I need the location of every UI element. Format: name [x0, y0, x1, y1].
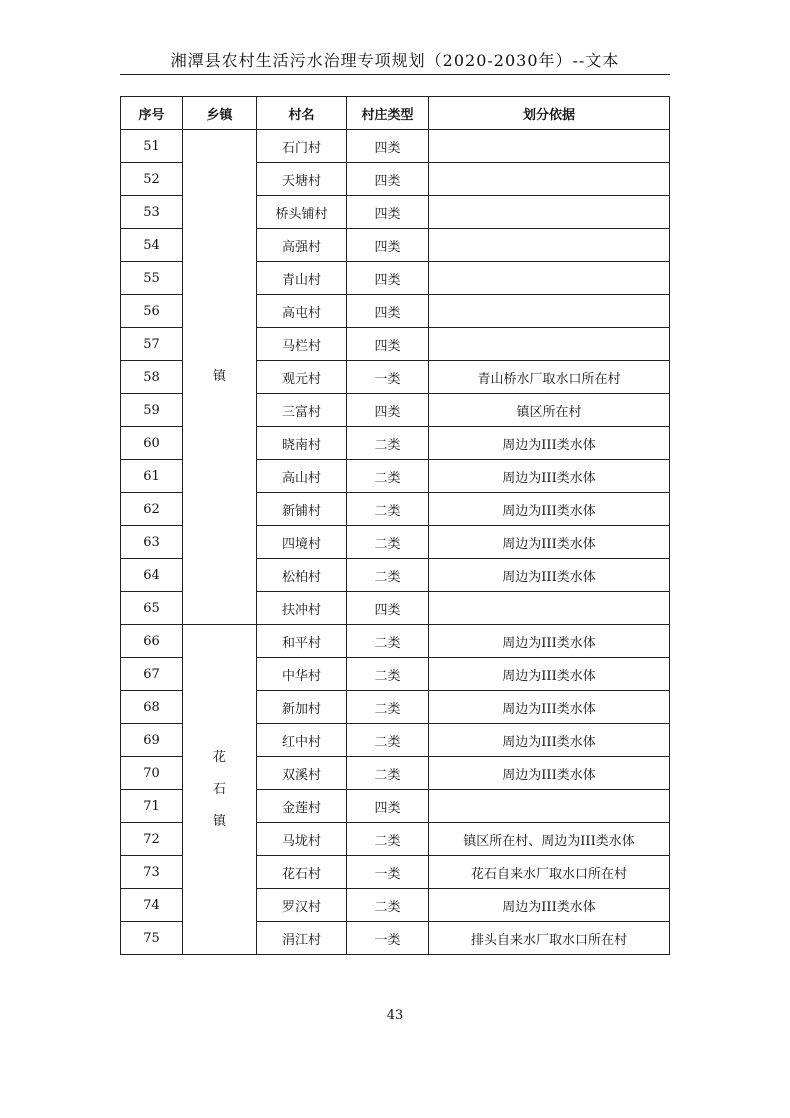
- cell-no: 67: [121, 658, 183, 691]
- cell-no: 56: [121, 295, 183, 328]
- table-header-row: [121, 97, 670, 130]
- cell-no: 75: [121, 922, 183, 955]
- page-number: 43: [386, 1008, 404, 1023]
- cell-village: 红中村: [257, 724, 347, 757]
- cell-basis: 周边为III类水体: [429, 625, 670, 658]
- cell-basis: [429, 592, 670, 625]
- cell-basis: 周边为III类水体: [429, 559, 670, 592]
- column-header-no: 序号: [121, 97, 183, 130]
- cell-basis: 镇区所在村、周边为III类水体: [429, 823, 670, 856]
- cell-type: 二类: [347, 691, 429, 724]
- cell-village: 青山村: [257, 262, 347, 295]
- cell-basis: [429, 130, 670, 163]
- cell-village: 高屯村: [257, 295, 347, 328]
- cell-no: 55: [121, 262, 183, 295]
- table-body: [121, 130, 670, 955]
- cell-type: 四类: [347, 163, 429, 196]
- cell-no: 54: [121, 229, 183, 262]
- cell-no: 53: [121, 196, 183, 229]
- cell-basis: [429, 790, 670, 823]
- cell-basis: [429, 328, 670, 361]
- cell-no: 62: [121, 493, 183, 526]
- column-header-type: 村庄类型: [347, 97, 429, 130]
- cell-type: 二类: [347, 757, 429, 790]
- cell-village: 金莲村: [257, 790, 347, 823]
- table-row: [121, 625, 670, 658]
- cell-village: 马栏村: [257, 328, 347, 361]
- cell-no: 57: [121, 328, 183, 361]
- header-rule: [120, 74, 670, 75]
- cell-basis: 周边为III类水体: [429, 427, 670, 460]
- cell-type: 二类: [347, 559, 429, 592]
- cell-village: 新铺村: [257, 493, 347, 526]
- cell-town: [183, 130, 257, 625]
- cell-no: 59: [121, 394, 183, 427]
- cell-no: 71: [121, 790, 183, 823]
- cell-type: 四类: [347, 196, 429, 229]
- cell-basis: 周边为III类水体: [429, 460, 670, 493]
- cell-basis: 周边为III类水体: [429, 526, 670, 559]
- cell-basis: 周边为III类水体: [429, 889, 670, 922]
- cell-type: 四类: [347, 394, 429, 427]
- cell-basis: 周边为III类水体: [429, 691, 670, 724]
- document-header: 湘潭县农村生活污水治理专项规划（2020-2030年）--文本: [170, 51, 620, 70]
- cell-type: 二类: [347, 460, 429, 493]
- cell-village: 高强村: [257, 229, 347, 262]
- cell-no: 51: [121, 130, 183, 163]
- cell-type: 二类: [347, 625, 429, 658]
- cell-basis: [429, 163, 670, 196]
- town-name-vertical: [213, 361, 226, 393]
- cell-type: 二类: [347, 526, 429, 559]
- cell-no: 63: [121, 526, 183, 559]
- cell-type: 一类: [347, 361, 429, 394]
- cell-no: 72: [121, 823, 183, 856]
- cell-basis: [429, 295, 670, 328]
- town-name-vertical: [213, 742, 226, 838]
- village-classification-table: [120, 96, 670, 955]
- town-char: 花: [212, 749, 226, 765]
- cell-basis: [429, 262, 670, 295]
- cell-village: 扶冲村: [257, 592, 347, 625]
- cell-no: 69: [121, 724, 183, 757]
- cell-type: 四类: [347, 295, 429, 328]
- cell-basis: [429, 229, 670, 262]
- cell-type: 四类: [347, 592, 429, 625]
- cell-basis: 排头自来水厂取水口所在村: [429, 922, 670, 955]
- cell-village: 石门村: [257, 130, 347, 163]
- column-header-town: 乡镇: [183, 97, 257, 130]
- cell-no: 52: [121, 163, 183, 196]
- cell-basis: 周边为III类水体: [429, 658, 670, 691]
- cell-type: 一类: [347, 856, 429, 889]
- cell-village: 三富村: [257, 394, 347, 427]
- cell-basis: 青山桥水厂取水口所在村: [429, 361, 670, 394]
- town-char: 镇: [212, 369, 226, 384]
- cell-no: 68: [121, 691, 183, 724]
- cell-village: 桥头铺村: [257, 196, 347, 229]
- cell-no: 61: [121, 460, 183, 493]
- cell-type: 四类: [347, 790, 429, 823]
- cell-village: 中华村: [257, 658, 347, 691]
- cell-type: 四类: [347, 328, 429, 361]
- cell-basis: [429, 196, 670, 229]
- cell-no: 65: [121, 592, 183, 625]
- town-char: 镇: [212, 813, 226, 829]
- table-row: [121, 130, 670, 163]
- cell-no: 64: [121, 559, 183, 592]
- cell-type: 二类: [347, 724, 429, 757]
- cell-basis: 花石自来水厂取水口所在村: [429, 856, 670, 889]
- cell-no: 60: [121, 427, 183, 460]
- cell-basis: 周边为III类水体: [429, 724, 670, 757]
- cell-type: 一类: [347, 922, 429, 955]
- cell-no: 66: [121, 625, 183, 658]
- cell-no: 70: [121, 757, 183, 790]
- cell-basis: 周边为III类水体: [429, 493, 670, 526]
- cell-village: 马垅村: [257, 823, 347, 856]
- cell-basis: 周边为III类水体: [429, 757, 670, 790]
- cell-village: 罗汉村: [257, 889, 347, 922]
- cell-village: 花石村: [257, 856, 347, 889]
- cell-no: 73: [121, 856, 183, 889]
- cell-basis: 镇区所在村: [429, 394, 670, 427]
- cell-type: 二类: [347, 427, 429, 460]
- cell-village: 天塘村: [257, 163, 347, 196]
- cell-village: 观元村: [257, 361, 347, 394]
- cell-village: 四境村: [257, 526, 347, 559]
- cell-type: 四类: [347, 262, 429, 295]
- cell-village: 新加村: [257, 691, 347, 724]
- cell-village: 涓江村: [257, 922, 347, 955]
- cell-type: 二类: [347, 823, 429, 856]
- cell-no: 58: [121, 361, 183, 394]
- cell-village: 晓南村: [257, 427, 347, 460]
- cell-village: 双溪村: [257, 757, 347, 790]
- cell-type: 二类: [347, 658, 429, 691]
- cell-town: [183, 625, 257, 955]
- cell-village: 松柏村: [257, 559, 347, 592]
- column-header-basis: 划分依据: [429, 97, 670, 130]
- cell-type: 二类: [347, 493, 429, 526]
- column-header-village: 村名: [257, 97, 347, 130]
- cell-village: 和平村: [257, 625, 347, 658]
- cell-type: 四类: [347, 229, 429, 262]
- cell-type: 二类: [347, 889, 429, 922]
- town-char: 石: [212, 781, 226, 797]
- cell-village: 高山村: [257, 460, 347, 493]
- cell-no: 74: [121, 889, 183, 922]
- cell-type: 四类: [347, 130, 429, 163]
